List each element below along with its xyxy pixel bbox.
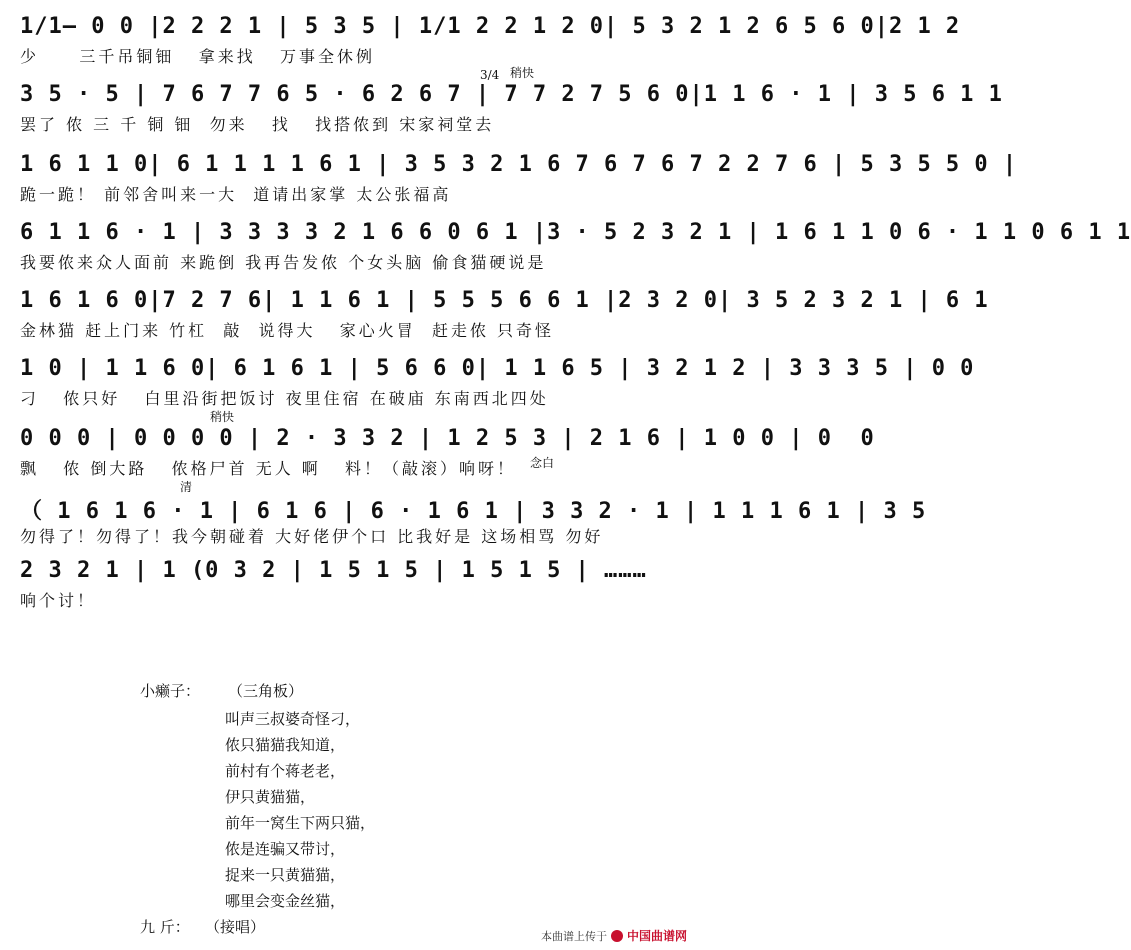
verse-line: 叫声三叔婆奇怪刁，	[225, 710, 361, 728]
verse-line: 侬只猫猫我知道，	[225, 736, 346, 754]
lyric-line: 勿得了！勿得了！我今朝碰着 大好佬伊个口 比我好是 这场相骂 勿好	[20, 527, 604, 546]
speaker-label: 小癞子：	[140, 682, 201, 700]
performance-note: 念白	[530, 456, 555, 470]
notation-line: 1 0 | 1 1 6 0| 6 1 6 1 | 5 6 6 0| 1 1 6 5 | 3 2 1 2 | 3 3 3 5 | 0 0	[20, 356, 975, 381]
lyric-line: 金林猫 赶上门来 竹杠 敲 说得大 家心火冒 赶走侬 只奇怪	[20, 321, 555, 340]
verse-line: 哪里会变金丝猫，	[225, 892, 346, 910]
speaker-note: （接唱）	[205, 918, 266, 936]
notation-line: 3 5 · 5 | 7 6 7 7 6 5 · 6 2 6 7 | 7 7 2 7 5 6 0|1 1 6 · 1 | 3 5 6 1 1	[20, 82, 1003, 107]
lyric-line: 罢了 侬 三 千 铜 钿 勿来 找 找搭侬到 宋家祠堂去	[20, 115, 495, 134]
notation-line: 2 3 2 1 | 1 (0 3 2 | 1 5 1 5 | 1 5 1 5 | ………	[20, 558, 647, 583]
speaker-label: 九 斤：	[140, 918, 190, 936]
lyric-line: 我要侬来众人面前 来跪倒 我再告发侬 个女头脑 偷食猫硬说是	[20, 253, 547, 272]
upload-text: 本曲谱上传于	[540, 929, 607, 943]
notation-line: 1/1— 0 0 |2 2 2 1 | 5 3 5 | 1/1 2 2 1 2 0| 5 3 2 1 2 6 5 6 0|2 1 2	[20, 14, 961, 39]
tempo-mark: 稍快	[510, 66, 535, 80]
score-system-5	[10, 282, 989, 344]
notation-line: 0 0 0 | 0 0 0 0 | 2 · 3 3 2 | 1 2 5 3 | 2 1 6 | 1 0 0 | 0 0	[20, 426, 875, 451]
site-logo-icon	[611, 930, 623, 942]
tempo-mark: 稍快	[210, 410, 235, 424]
verse-line: 捉来一只黄猫猫，	[225, 866, 346, 884]
lyric-line: 少 三千吊铜钿 拿来找 万事全休例	[20, 47, 375, 66]
score-system-1	[10, 8, 961, 70]
score-system-4	[10, 214, 1131, 276]
score-system-6	[10, 350, 975, 412]
lyric-line: 飘 侬 倒大路 侬格尸首 无人 啊 料！（敲滚）响呀！	[20, 459, 517, 478]
notation-line: 1 6 1 1 0| 6 1 1 1 1 6 1 | 3 5 3 2 1 6 7 6 7 6 7 2 2 7 6 | 5 3 5 5 0 |	[20, 152, 1018, 177]
notation-line: 1 6 1 6 0|7 2 7 6| 1 1 6 1 | 5 5 5 6 6 1 |2 3 2 0| 3 5 2 3 2 1 | 6 1	[20, 288, 989, 313]
lyric-line: 跪一跪！ 前邻舍叫来一大 道请出家掌 太公张福高	[20, 185, 452, 204]
verse-line: 伊只黄猫猫，	[225, 788, 316, 806]
verse-line: 前年一窝生下两只猫，	[225, 814, 376, 832]
verse-line: 前村有个蒋老老，	[225, 762, 346, 780]
time-signature-mark: 3/4	[480, 68, 500, 82]
score-system-2	[10, 66, 1003, 138]
upload-footer	[541, 927, 687, 944]
tempo-mark: 清	[180, 480, 193, 494]
notation-line: （ 1 6 1 6 · 1 | 6 1 6 | 6 · 1 6 1 | 3 3 2 · 1 | 1 1 1 6 1 | 3 5	[20, 499, 927, 524]
score-system-3	[10, 146, 1018, 208]
score-system-7	[10, 410, 875, 482]
lyric-line: 响个讨！	[20, 591, 97, 610]
score-system-8	[10, 480, 927, 550]
score-system-9	[10, 552, 691, 614]
notation-line: 6 1 1 6 · 1 | 3 3 3 3 2 1 6 6 0 6 1 |3 · 5 2 3 2 1 | 1 6 1 1 0 6 · 1 1 0 6 1 1	[20, 220, 1131, 245]
speaker-note: （三角板）	[228, 682, 304, 700]
libretto-text	[0, 620, 701, 950]
site-name[interactable]: 中国曲谱网	[626, 929, 687, 943]
verse-line: 侬是连骗又带讨，	[225, 840, 346, 858]
lyric-line: 刁 侬只好 白里沿街把饭讨 夜里住宿 在破庙 东南西北四处	[20, 389, 549, 408]
